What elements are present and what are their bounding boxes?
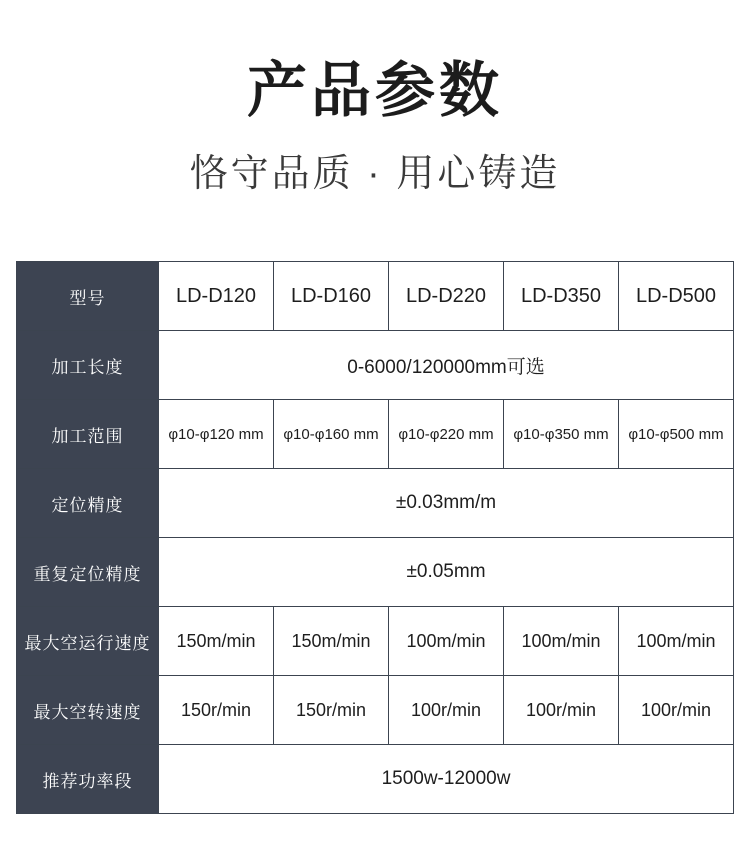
table-cell: φ10-φ350 mm xyxy=(504,400,619,469)
page-subtitle: 恪守品质 · 用心铸造 xyxy=(189,153,561,195)
table-cell: LD-D350 xyxy=(504,262,619,331)
row-value-merged: ±0.05mm xyxy=(159,538,734,607)
table-cell: 100r/min xyxy=(619,676,734,745)
table-cell: φ10-φ120 mm xyxy=(159,400,274,469)
table-cell: LD-D120 xyxy=(159,262,274,331)
table-cell: LD-D500 xyxy=(619,262,734,331)
row-label: 加工长度 xyxy=(17,331,159,400)
table-cell: φ10-φ160 mm xyxy=(274,400,389,469)
table-cell: LD-D160 xyxy=(274,262,389,331)
row-label: 最大空转速度 xyxy=(17,676,159,745)
page-header xyxy=(0,0,750,197)
spec-table-body xyxy=(17,262,734,814)
table-cell: 100m/min xyxy=(504,607,619,676)
row-label: 定位精度 xyxy=(17,469,159,538)
table-row xyxy=(17,469,734,538)
table-row xyxy=(17,331,734,400)
row-label: 型号 xyxy=(17,262,159,331)
table-row xyxy=(17,607,734,676)
table-cell: 150r/min xyxy=(274,676,389,745)
table-row xyxy=(17,400,734,469)
table-row xyxy=(17,538,734,607)
table-cell: φ10-φ220 mm xyxy=(389,400,504,469)
table-cell: 150m/min xyxy=(274,607,389,676)
row-label: 最大空运行速度 xyxy=(17,607,159,676)
row-value-merged: 0-6000/120000mm可选 xyxy=(159,331,734,400)
table-cell: LD-D220 xyxy=(389,262,504,331)
table-cell: 100m/min xyxy=(619,607,734,676)
table-cell: 150r/min xyxy=(159,676,274,745)
row-value-merged: ±0.03mm/m xyxy=(159,469,734,538)
row-label: 加工范围 xyxy=(17,400,159,469)
table-cell: 100r/min xyxy=(504,676,619,745)
row-label: 重复定位精度 xyxy=(17,538,159,607)
table-cell: 150m/min xyxy=(159,607,274,676)
table-row xyxy=(17,745,734,814)
table-cell: φ10-φ500 mm xyxy=(619,400,734,469)
table-cell: 100m/min xyxy=(389,607,504,676)
spec-table xyxy=(16,261,734,814)
row-value-merged: 1500w-12000w xyxy=(159,745,734,814)
row-label: 推荐功率段 xyxy=(17,745,159,814)
table-row xyxy=(17,262,734,331)
table-cell: 100r/min xyxy=(389,676,504,745)
table-row xyxy=(17,676,734,745)
page-title: 产品参数 xyxy=(247,57,503,124)
spec-table-container xyxy=(16,261,734,814)
